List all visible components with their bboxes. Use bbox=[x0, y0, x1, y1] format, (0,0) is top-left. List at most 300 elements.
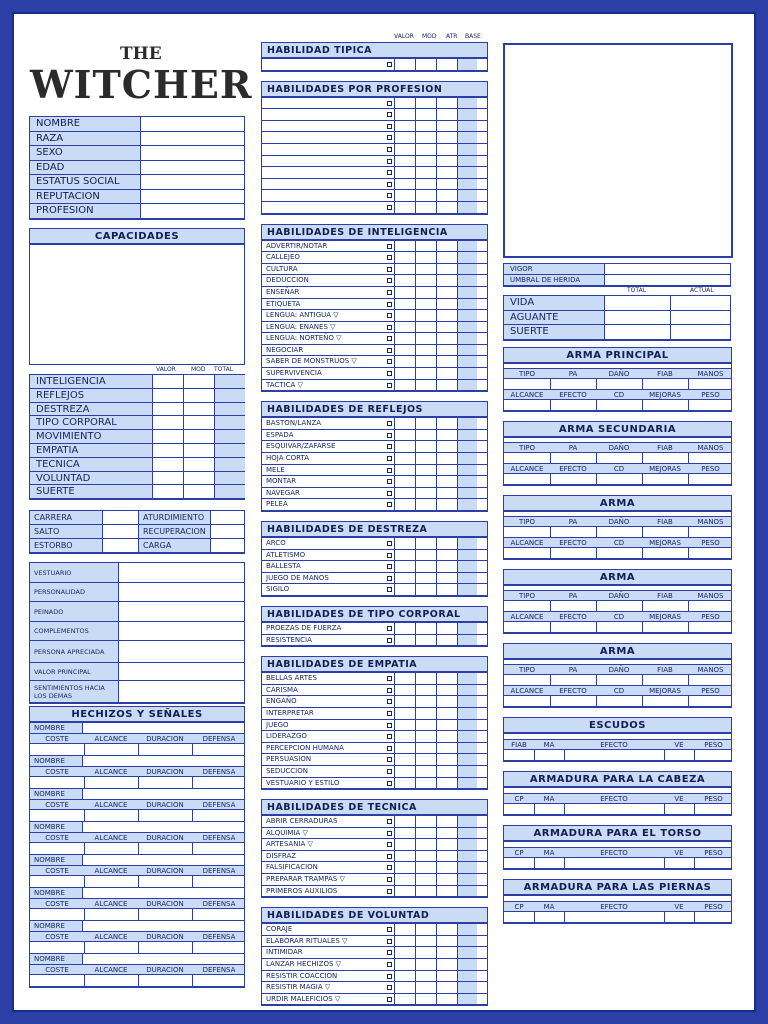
skill-value-field[interactable] bbox=[457, 465, 477, 476]
skill-value-field[interactable] bbox=[436, 322, 457, 333]
skill-row[interactable] bbox=[262, 994, 487, 1006]
spell-name-field[interactable] bbox=[82, 756, 244, 766]
skill-checkbox[interactable] bbox=[387, 278, 392, 283]
skill-value-field[interactable] bbox=[436, 696, 457, 707]
skill-value-field[interactable] bbox=[394, 924, 415, 935]
stat-value-field[interactable] bbox=[152, 375, 183, 388]
skill-value-field[interactable] bbox=[394, 241, 415, 252]
skill-value-field[interactable] bbox=[436, 874, 457, 885]
skill-value-field[interactable] bbox=[415, 299, 436, 310]
stat-value-field[interactable] bbox=[214, 430, 245, 443]
stat-value-field[interactable] bbox=[214, 403, 245, 416]
skill-value-field[interactable] bbox=[415, 573, 436, 584]
skill-value-field[interactable] bbox=[436, 441, 457, 452]
skill-checkbox[interactable] bbox=[387, 147, 392, 152]
skill-value-field[interactable] bbox=[394, 982, 415, 993]
skill-value-field[interactable] bbox=[436, 465, 457, 476]
skill-value-field[interactable] bbox=[415, 310, 436, 321]
skill-row[interactable] bbox=[262, 743, 487, 755]
weapon-values[interactable] bbox=[504, 527, 731, 538]
skill-checkbox[interactable] bbox=[387, 101, 392, 106]
skill-value-field[interactable] bbox=[436, 179, 457, 190]
skill-checkbox[interactable] bbox=[387, 421, 392, 426]
stat-value-field[interactable] bbox=[152, 472, 183, 485]
skill-value-field[interactable] bbox=[436, 299, 457, 310]
skill-value-field[interactable] bbox=[415, 287, 436, 298]
skill-value-field[interactable] bbox=[415, 971, 436, 982]
skill-checkbox[interactable] bbox=[387, 159, 392, 164]
armor-block-values[interactable] bbox=[504, 858, 731, 869]
skill-value-field[interactable] bbox=[415, 190, 436, 201]
skill-value-field[interactable] bbox=[415, 322, 436, 333]
skill-value-field[interactable] bbox=[457, 673, 477, 684]
weapon-values[interactable] bbox=[504, 696, 731, 707]
skill-value-field[interactable] bbox=[457, 708, 477, 719]
skill-value-field[interactable] bbox=[457, 499, 477, 510]
shield-block-values[interactable] bbox=[504, 750, 731, 761]
skill-row[interactable] bbox=[262, 287, 487, 299]
skill-checkbox[interactable] bbox=[387, 699, 392, 704]
skill-value-field[interactable] bbox=[436, 862, 457, 873]
skill-value-field[interactable] bbox=[457, 623, 477, 634]
skill-value-field[interactable] bbox=[436, 635, 457, 646]
skill-value-field[interactable] bbox=[415, 685, 436, 696]
skill-value-field[interactable] bbox=[436, 98, 457, 109]
skill-value-field[interactable] bbox=[394, 635, 415, 646]
skill-checkbox[interactable] bbox=[387, 626, 392, 631]
skill-row[interactable] bbox=[262, 561, 487, 573]
skill-checkbox[interactable] bbox=[387, 746, 392, 751]
skill-value-field[interactable] bbox=[415, 538, 436, 549]
skill-value-field[interactable] bbox=[457, 264, 477, 275]
skill-value-field[interactable] bbox=[457, 132, 477, 143]
skill-checkbox[interactable] bbox=[387, 255, 392, 260]
skill-row[interactable] bbox=[262, 121, 487, 133]
skill-row[interactable] bbox=[262, 635, 487, 647]
skill-value-field[interactable] bbox=[415, 561, 436, 572]
skill-value-field[interactable] bbox=[457, 430, 477, 441]
personal-field[interactable] bbox=[140, 132, 244, 146]
skill-value-field[interactable] bbox=[394, 144, 415, 155]
personal-field[interactable] bbox=[140, 161, 244, 175]
skill-value-field[interactable] bbox=[457, 179, 477, 190]
skill-value-field[interactable] bbox=[436, 550, 457, 561]
skill-value-field[interactable] bbox=[415, 839, 436, 850]
spell-name-field[interactable] bbox=[82, 822, 244, 832]
skill-value-field[interactable] bbox=[436, 132, 457, 143]
health-actual-field[interactable] bbox=[670, 311, 730, 325]
skill-value-field[interactable] bbox=[415, 264, 436, 275]
skill-value-field[interactable] bbox=[457, 766, 477, 777]
skill-checkbox[interactable] bbox=[387, 124, 392, 129]
skill-value-field[interactable] bbox=[415, 98, 436, 109]
skill-value-field[interactable] bbox=[436, 947, 457, 958]
skill-checkbox[interactable] bbox=[387, 62, 392, 67]
skill-row[interactable] bbox=[262, 924, 487, 936]
skill-value-field[interactable] bbox=[457, 720, 477, 731]
skill-value-field[interactable] bbox=[457, 275, 477, 286]
skill-value-field[interactable] bbox=[457, 947, 477, 958]
skill-row[interactable] bbox=[262, 345, 487, 357]
skill-row[interactable] bbox=[262, 708, 487, 720]
skill-value-field[interactable] bbox=[457, 345, 477, 356]
skill-value-field[interactable] bbox=[394, 994, 415, 1005]
skill-value-field[interactable] bbox=[457, 202, 477, 213]
skill-value-field[interactable] bbox=[394, 252, 415, 263]
skill-value-field[interactable] bbox=[457, 696, 477, 707]
skill-value-field[interactable] bbox=[457, 453, 477, 464]
skill-value-field[interactable] bbox=[436, 59, 457, 70]
skill-row[interactable] bbox=[262, 731, 487, 743]
skill-checkbox[interactable] bbox=[387, 336, 392, 341]
personal-field[interactable] bbox=[140, 190, 244, 204]
skill-value-field[interactable] bbox=[457, 476, 477, 487]
stat-value-field[interactable] bbox=[183, 444, 214, 457]
skill-value-field[interactable] bbox=[415, 936, 436, 947]
skill-value-field[interactable] bbox=[436, 264, 457, 275]
skill-value-field[interactable] bbox=[457, 299, 477, 310]
skill-checkbox[interactable] bbox=[387, 564, 392, 569]
skill-value-field[interactable] bbox=[415, 886, 436, 897]
skill-value-field[interactable] bbox=[457, 550, 477, 561]
skill-value-field[interactable] bbox=[457, 778, 477, 789]
skill-value-field[interactable] bbox=[436, 109, 457, 120]
skill-checkbox[interactable] bbox=[387, 456, 392, 461]
skill-value-field[interactable] bbox=[394, 778, 415, 789]
skill-value-field[interactable] bbox=[415, 720, 436, 731]
skill-row[interactable] bbox=[262, 851, 487, 863]
skill-value-field[interactable] bbox=[457, 561, 477, 572]
skill-value-field[interactable] bbox=[394, 828, 415, 839]
skill-value-field[interactable] bbox=[415, 924, 436, 935]
skill-value-field[interactable] bbox=[415, 156, 436, 167]
derived-field[interactable] bbox=[102, 539, 138, 552]
skill-value-field[interactable] bbox=[394, 156, 415, 167]
health-actual-field[interactable] bbox=[670, 296, 730, 310]
skill-row[interactable] bbox=[262, 98, 487, 110]
social-field[interactable] bbox=[118, 602, 244, 621]
skill-value-field[interactable] bbox=[457, 839, 477, 850]
skill-row[interactable] bbox=[262, 778, 487, 790]
skill-row[interactable] bbox=[262, 874, 487, 886]
skill-value-field[interactable] bbox=[436, 828, 457, 839]
personal-field[interactable] bbox=[140, 146, 244, 160]
personal-field[interactable] bbox=[140, 175, 244, 189]
skill-value-field[interactable] bbox=[436, 561, 457, 572]
skill-value-field[interactable] bbox=[457, 322, 477, 333]
skill-value-field[interactable] bbox=[457, 874, 477, 885]
skill-value-field[interactable] bbox=[457, 98, 477, 109]
skill-value-field[interactable] bbox=[394, 275, 415, 286]
skill-value-field[interactable] bbox=[436, 275, 457, 286]
skill-value-field[interactable] bbox=[394, 430, 415, 441]
skill-value-field[interactable] bbox=[415, 816, 436, 827]
skill-value-field[interactable] bbox=[415, 488, 436, 499]
vigor-field[interactable] bbox=[604, 264, 730, 274]
stat-value-field[interactable] bbox=[152, 458, 183, 471]
skill-row[interactable] bbox=[262, 132, 487, 144]
skill-value-field[interactable] bbox=[436, 708, 457, 719]
skill-row[interactable] bbox=[262, 499, 487, 511]
skill-checkbox[interactable] bbox=[387, 962, 392, 967]
skill-row[interactable] bbox=[262, 488, 487, 500]
skill-row[interactable] bbox=[262, 982, 487, 994]
skill-value-field[interactable] bbox=[436, 310, 457, 321]
skill-value-field[interactable] bbox=[457, 121, 477, 132]
skill-value-field[interactable] bbox=[436, 816, 457, 827]
derived-field[interactable] bbox=[102, 511, 138, 524]
skill-value-field[interactable] bbox=[457, 994, 477, 1005]
skill-value-field[interactable] bbox=[394, 673, 415, 684]
skill-value-field[interactable] bbox=[457, 356, 477, 367]
skill-value-field[interactable] bbox=[436, 584, 457, 595]
skill-value-field[interactable] bbox=[436, 959, 457, 970]
skill-value-field[interactable] bbox=[415, 144, 436, 155]
personal-field[interactable] bbox=[140, 204, 244, 218]
skill-value-field[interactable] bbox=[394, 766, 415, 777]
skill-row[interactable] bbox=[262, 252, 487, 264]
skill-row[interactable] bbox=[262, 453, 487, 465]
skill-value-field[interactable] bbox=[415, 635, 436, 646]
skill-value-field[interactable] bbox=[457, 862, 477, 873]
skill-row[interactable] bbox=[262, 839, 487, 851]
skill-value-field[interactable] bbox=[436, 144, 457, 155]
skill-value-field[interactable] bbox=[436, 673, 457, 684]
skill-value-field[interactable] bbox=[394, 202, 415, 213]
weapon-values[interactable] bbox=[504, 675, 731, 686]
skill-value-field[interactable] bbox=[457, 488, 477, 499]
skill-value-field[interactable] bbox=[436, 121, 457, 132]
skill-row[interactable] bbox=[262, 144, 487, 156]
skill-value-field[interactable] bbox=[436, 623, 457, 634]
skill-checkbox[interactable] bbox=[387, 479, 392, 484]
spell-name-field[interactable] bbox=[82, 723, 244, 733]
skill-value-field[interactable] bbox=[415, 345, 436, 356]
skill-value-field[interactable] bbox=[394, 561, 415, 572]
skill-value-field[interactable] bbox=[394, 936, 415, 947]
skill-value-field[interactable] bbox=[415, 623, 436, 634]
skill-value-field[interactable] bbox=[457, 418, 477, 429]
personal-field[interactable] bbox=[140, 117, 244, 131]
skill-row[interactable] bbox=[262, 959, 487, 971]
stat-value-field[interactable] bbox=[152, 403, 183, 416]
skill-row[interactable] bbox=[262, 275, 487, 287]
derived-field[interactable] bbox=[210, 525, 244, 538]
skill-value-field[interactable] bbox=[436, 190, 457, 201]
skill-checkbox[interactable] bbox=[387, 997, 392, 1002]
skill-value-field[interactable] bbox=[394, 121, 415, 132]
skill-value-field[interactable] bbox=[436, 333, 457, 344]
skill-value-field[interactable] bbox=[457, 441, 477, 452]
skill-value-field[interactable] bbox=[457, 936, 477, 947]
skill-value-field[interactable] bbox=[436, 538, 457, 549]
skill-value-field[interactable] bbox=[415, 959, 436, 970]
skill-row[interactable] bbox=[262, 673, 487, 685]
skill-value-field[interactable] bbox=[394, 59, 415, 70]
skill-value-field[interactable] bbox=[394, 874, 415, 885]
skill-value-field[interactable] bbox=[457, 685, 477, 696]
skill-value-field[interactable] bbox=[394, 287, 415, 298]
skill-value-field[interactable] bbox=[436, 368, 457, 379]
skill-checkbox[interactable] bbox=[387, 723, 392, 728]
skill-value-field[interactable] bbox=[457, 156, 477, 167]
skill-value-field[interactable] bbox=[394, 720, 415, 731]
skill-checkbox[interactable] bbox=[387, 676, 392, 681]
skill-value-field[interactable] bbox=[457, 144, 477, 155]
skill-value-field[interactable] bbox=[436, 488, 457, 499]
skill-value-field[interactable] bbox=[415, 766, 436, 777]
skill-value-field[interactable] bbox=[457, 731, 477, 742]
vigor-field[interactable] bbox=[604, 275, 730, 285]
skill-value-field[interactable] bbox=[457, 982, 477, 993]
stat-value-field[interactable] bbox=[183, 389, 214, 402]
skill-row[interactable] bbox=[262, 333, 487, 345]
skill-value-field[interactable] bbox=[415, 453, 436, 464]
skill-value-field[interactable] bbox=[457, 333, 477, 344]
skill-value-field[interactable] bbox=[394, 743, 415, 754]
skill-checkbox[interactable] bbox=[387, 541, 392, 546]
skill-checkbox[interactable] bbox=[387, 974, 392, 979]
skill-value-field[interactable] bbox=[457, 167, 477, 178]
skill-value-field[interactable] bbox=[394, 538, 415, 549]
skill-value-field[interactable] bbox=[457, 584, 477, 595]
skill-value-field[interactable] bbox=[436, 476, 457, 487]
skill-value-field[interactable] bbox=[415, 994, 436, 1005]
skill-value-field[interactable] bbox=[436, 573, 457, 584]
skill-checkbox[interactable] bbox=[387, 939, 392, 944]
skill-value-field[interactable] bbox=[415, 754, 436, 765]
skill-row[interactable] bbox=[262, 322, 487, 334]
skill-value-field[interactable] bbox=[415, 743, 436, 754]
weapon-values[interactable] bbox=[504, 548, 731, 559]
skill-row[interactable] bbox=[262, 190, 487, 202]
skill-row[interactable] bbox=[262, 202, 487, 214]
skill-value-field[interactable] bbox=[436, 778, 457, 789]
skill-value-field[interactable] bbox=[457, 971, 477, 982]
skill-value-field[interactable] bbox=[415, 465, 436, 476]
weapon-values[interactable] bbox=[504, 474, 731, 485]
social-field[interactable] bbox=[118, 641, 244, 662]
skill-value-field[interactable] bbox=[394, 886, 415, 897]
skill-checkbox[interactable] bbox=[387, 371, 392, 376]
skill-row[interactable] bbox=[262, 264, 487, 276]
skill-value-field[interactable] bbox=[436, 720, 457, 731]
stat-value-field[interactable] bbox=[152, 416, 183, 429]
skill-value-field[interactable] bbox=[394, 959, 415, 970]
skill-value-field[interactable] bbox=[394, 98, 415, 109]
weapon-values[interactable] bbox=[504, 453, 731, 464]
skill-value-field[interactable] bbox=[394, 345, 415, 356]
skill-value-field[interactable] bbox=[394, 971, 415, 982]
spell-name-field[interactable] bbox=[82, 954, 244, 964]
skill-value-field[interactable] bbox=[394, 754, 415, 765]
stat-value-field[interactable] bbox=[214, 444, 245, 457]
skill-checkbox[interactable] bbox=[387, 819, 392, 824]
skill-value-field[interactable] bbox=[394, 109, 415, 120]
skill-value-field[interactable] bbox=[457, 959, 477, 970]
skill-value-field[interactable] bbox=[394, 179, 415, 190]
skill-value-field[interactable] bbox=[436, 886, 457, 897]
skill-value-field[interactable] bbox=[457, 380, 477, 391]
skill-checkbox[interactable] bbox=[387, 638, 392, 643]
health-total-field[interactable] bbox=[604, 311, 670, 325]
skill-value-field[interactable] bbox=[457, 573, 477, 584]
skill-checkbox[interactable] bbox=[387, 854, 392, 859]
skill-value-field[interactable] bbox=[415, 167, 436, 178]
stat-value-field[interactable] bbox=[152, 389, 183, 402]
skill-row[interactable] bbox=[262, 886, 487, 898]
skill-value-field[interactable] bbox=[436, 754, 457, 765]
skill-value-field[interactable] bbox=[415, 368, 436, 379]
skill-value-field[interactable] bbox=[394, 708, 415, 719]
skill-value-field[interactable] bbox=[415, 430, 436, 441]
skill-value-field[interactable] bbox=[394, 839, 415, 850]
stat-value-field[interactable] bbox=[183, 430, 214, 443]
skill-value-field[interactable] bbox=[436, 167, 457, 178]
skill-checkbox[interactable] bbox=[387, 865, 392, 870]
skill-checkbox[interactable] bbox=[387, 302, 392, 307]
skill-checkbox[interactable] bbox=[387, 889, 392, 894]
social-field[interactable] bbox=[118, 622, 244, 640]
skill-checkbox[interactable] bbox=[387, 182, 392, 187]
skill-value-field[interactable] bbox=[457, 368, 477, 379]
skill-checkbox[interactable] bbox=[387, 587, 392, 592]
skill-value-field[interactable] bbox=[415, 418, 436, 429]
skill-value-field[interactable] bbox=[436, 839, 457, 850]
skill-value-field[interactable] bbox=[436, 731, 457, 742]
skill-value-field[interactable] bbox=[415, 356, 436, 367]
skill-checkbox[interactable] bbox=[387, 757, 392, 762]
skill-value-field[interactable] bbox=[394, 731, 415, 742]
skill-row[interactable] bbox=[262, 356, 487, 368]
skill-checkbox[interactable] bbox=[387, 781, 392, 786]
skill-value-field[interactable] bbox=[415, 476, 436, 487]
skill-row[interactable] bbox=[262, 766, 487, 778]
skill-value-field[interactable] bbox=[415, 862, 436, 873]
skill-row[interactable] bbox=[262, 109, 487, 121]
skill-row[interactable] bbox=[262, 862, 487, 874]
skill-value-field[interactable] bbox=[394, 488, 415, 499]
skill-row[interactable] bbox=[262, 156, 487, 168]
skill-value-field[interactable] bbox=[436, 356, 457, 367]
stat-value-field[interactable] bbox=[152, 430, 183, 443]
skill-value-field[interactable] bbox=[457, 828, 477, 839]
skill-value-field[interactable] bbox=[394, 465, 415, 476]
skill-value-field[interactable] bbox=[394, 696, 415, 707]
stat-value-field[interactable] bbox=[152, 485, 183, 498]
skill-value-field[interactable] bbox=[394, 418, 415, 429]
skill-row[interactable] bbox=[262, 441, 487, 453]
skill-row[interactable] bbox=[262, 550, 487, 562]
skill-checkbox[interactable] bbox=[387, 553, 392, 558]
weapon-values[interactable] bbox=[504, 601, 731, 612]
stat-value-field[interactable] bbox=[183, 403, 214, 416]
skill-row[interactable] bbox=[262, 754, 487, 766]
skill-value-field[interactable] bbox=[394, 368, 415, 379]
skill-value-field[interactable] bbox=[436, 380, 457, 391]
skill-value-field[interactable] bbox=[415, 874, 436, 885]
skill-value-field[interactable] bbox=[394, 167, 415, 178]
skill-value-field[interactable] bbox=[415, 275, 436, 286]
stat-value-field[interactable] bbox=[214, 485, 245, 498]
skill-value-field[interactable] bbox=[415, 708, 436, 719]
skill-value-field[interactable] bbox=[415, 252, 436, 263]
skill-checkbox[interactable] bbox=[387, 877, 392, 882]
social-field[interactable] bbox=[118, 681, 244, 702]
skill-value-field[interactable] bbox=[457, 851, 477, 862]
skill-checkbox[interactable] bbox=[387, 950, 392, 955]
skill-checkbox[interactable] bbox=[387, 444, 392, 449]
